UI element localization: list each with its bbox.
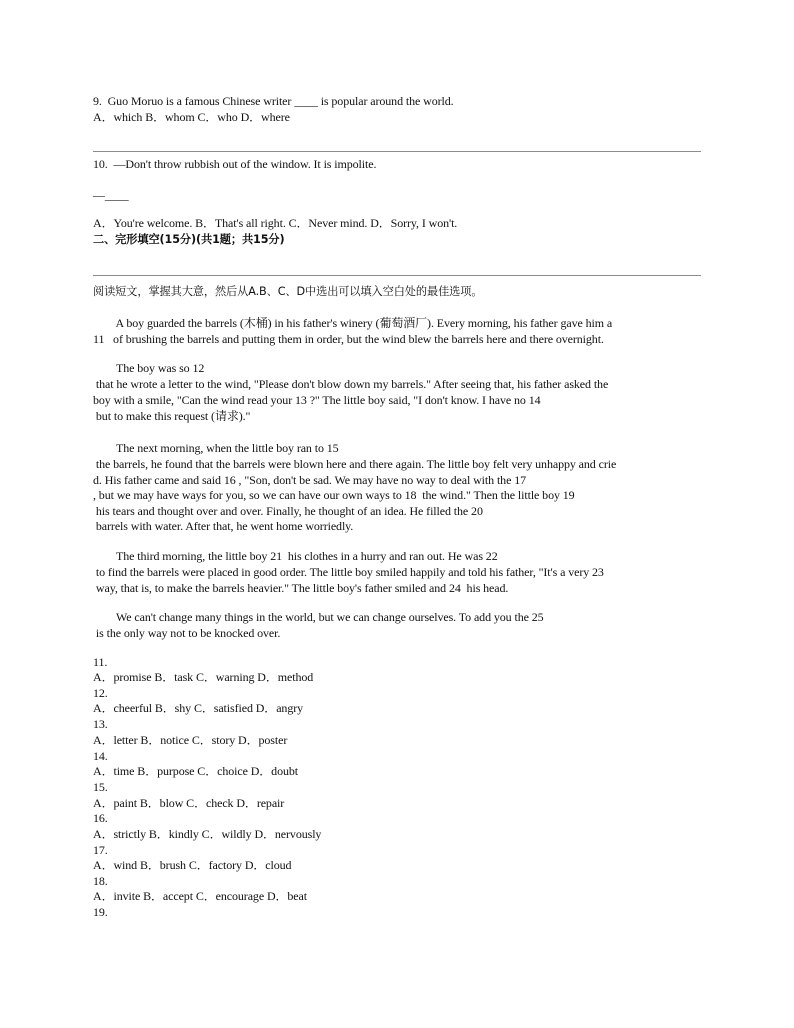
answer-number: 11. bbox=[93, 655, 108, 669]
answer-number: 18. bbox=[93, 874, 108, 888]
section-instruction: 阅读短文，掌握其大意，然后从A.B、C、D中选出可以填入空白处的最佳选项。 bbox=[93, 285, 483, 298]
answer-options: A．wind B．brush C．factory D．cloud bbox=[93, 858, 292, 872]
answer-options: A．strictly B．kindly C．wildly D．nervously bbox=[93, 827, 322, 841]
answer-options: A．promise B．task C．warning D．method bbox=[93, 670, 314, 684]
answer-number: 16. bbox=[93, 811, 108, 825]
answer-options: A．letter B．notice C．story D．poster bbox=[93, 733, 288, 747]
section-heading: 二、完形填空(15分)(共1题；共15分) bbox=[93, 233, 285, 246]
passage-line: the barrels, he found that the barrels were blown here and there again. The little boy felt very unhappy and crie bbox=[93, 457, 617, 471]
passage-line: is the only way not to be knocked over. bbox=[93, 626, 281, 640]
passage-line: The third morning, the little boy 21 his clothes in a hurry and ran out. He was 22 bbox=[93, 549, 498, 563]
passage-line: that he wrote a letter to the wind, "Please don't blow down my barrels." After seeing that, his father asked the bbox=[93, 377, 609, 391]
question-10-text: 10. —Don't throw rubbish out of the window. It is impolite. bbox=[93, 157, 377, 171]
answer-number: 12. bbox=[93, 686, 108, 700]
passage-line: , but we may have ways for you, so we can have our own ways to 18 the wind." Then the little boy 19 bbox=[93, 488, 575, 502]
passage-line: A boy guarded the barrels (木桶) in his father's winery (葡萄酒厂). Every morning, his father gave him a bbox=[93, 316, 613, 330]
passage-line: The next morning, when the little boy ran to 15 bbox=[93, 441, 339, 455]
passage-line: 11 of brushing the barrels and putting them in order, but the wind blew the barrels here and there overnight. bbox=[93, 332, 604, 346]
passage-line: boy with a smile, "Can the wind read your 13 ?" The little boy said, "I don't know. I have no 14 bbox=[93, 393, 541, 407]
answer-number: 19. bbox=[93, 905, 108, 919]
answer-options: A．paint B．blow C．check D．repair bbox=[93, 796, 285, 810]
answer-options: A．time B．purpose C．choice D．doubt bbox=[93, 764, 299, 778]
divider bbox=[93, 275, 701, 276]
divider bbox=[93, 151, 701, 152]
question-10-reply: —____ bbox=[93, 188, 129, 202]
answer-options: A．cheerful B．shy C．satisfied D．angry bbox=[93, 701, 304, 715]
passage-line: The boy was so 12 bbox=[93, 361, 205, 375]
passage-line: barrels with water. After that, he went home worriedly. bbox=[93, 519, 354, 533]
answer-number: 14. bbox=[93, 749, 108, 763]
passage-line: d. His father came and said 16 , "Son, don't be sad. We may have no way to deal with the 17 bbox=[93, 473, 527, 487]
passage-line: his tears and thought over and over. Finally, he thought of an idea. He filled the 20 bbox=[93, 504, 483, 518]
passage-line: but to make this request (请求)." bbox=[93, 409, 251, 423]
answer-number: 13. bbox=[93, 717, 108, 731]
question-10-options: A．You're welcome. B．That's all right. C．Never mind. D．Sorry, I won't. bbox=[93, 216, 458, 230]
passage-line: We can't change many things in the world, but we can change ourselves. To add you the 25 bbox=[93, 610, 544, 624]
answer-options: A．invite B．accept C．encourage D．beat bbox=[93, 889, 307, 903]
question-9-text: 9. Guo Moruo is a famous Chinese writer ____ is popular around the world. bbox=[93, 94, 454, 108]
passage-line: to find the barrels were placed in good order. The little boy smiled happily and told his father, "It's a very 23 bbox=[93, 565, 604, 579]
answer-number: 15. bbox=[93, 780, 108, 794]
answer-number: 17. bbox=[93, 843, 108, 857]
passage-line: way, that is, to make the barrels heavier." The little boy's father smiled and 24 his head. bbox=[93, 581, 509, 595]
question-9-options: A．which B．whom C．who D．where bbox=[93, 110, 290, 124]
